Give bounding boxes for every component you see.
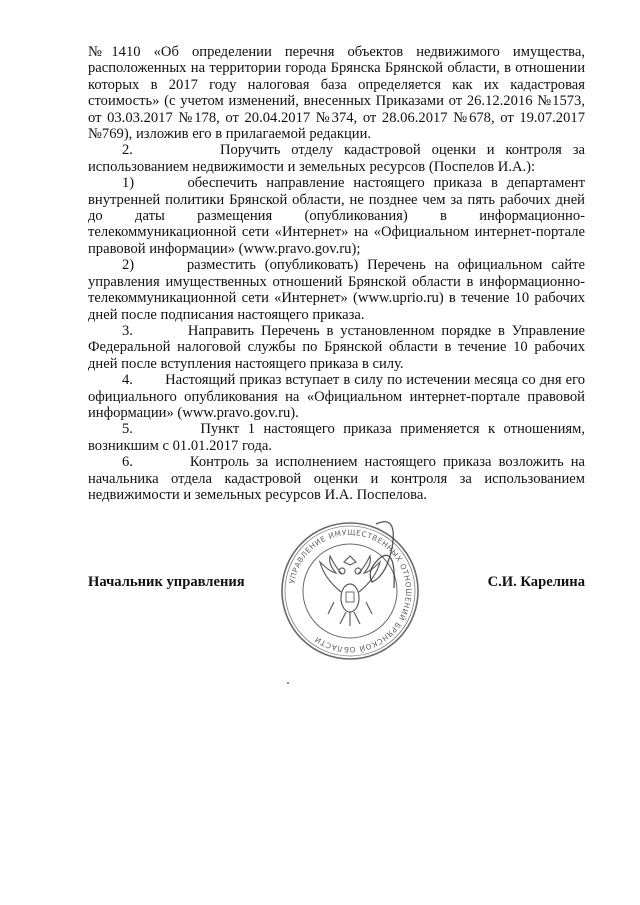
paragraph-item-4: 4. Настоящий приказ вступает в силу по истечении месяца со дня его официального опубликования на «Официальном интернет-портале правовой информации» (www.pravo.gov.ru).: [88, 372, 585, 421]
document-body: [88, 44, 585, 503]
paragraph-item-5: 5. Пункт 1 настоящего приказа применяется к отношениям, возникшим с 01.01.2017 года.: [88, 421, 585, 454]
paragraph-order-continuation: №1410 «Об определении перечня объектов недвижимого имущества, расположенных на территории города Брянска Брянской области, в отношении которых в 2017 году налоговая база определяется как их кадастровая стоимость» (с учетом изменений, внесенных Приказами от 26.12.2016 №1573, от 03.03.2017 №178, от 20.04.2017 №374, от 28.06.2017 №678, от 19.07.2017 №769), изложив его в прилагаемой редакции.: [88, 44, 585, 143]
paragraph-item-6: 6. Контроль за исполнением настоящего приказа возложить на начальника отдела кадастровой оценки и контроля за использованием недвижимости и земельных ресурсов И.А. Поспелова.: [88, 454, 585, 503]
stray-mark: [287, 682, 289, 684]
seal-ring-text: УПРАВЛЕНИЕ ИМУЩЕСТВЕННЫХ ОТНОШЕНИЙ БРЯНСКОЙ ОБЛАСТИ: [287, 527, 414, 655]
signatory-name: С.И. Карелина: [487, 574, 585, 590]
svg-text:УПРАВЛЕНИЕ ИМУЩЕСТВЕННЫХ ОТНОШ: [287, 528, 413, 654]
paragraph-item-2: 2. Поручить отделу кадастровой оценки и контроля за использованием недвижимости и земельных ресурсов (Поспелов И.А.):: [88, 142, 585, 175]
official-seal-stamp: [276, 518, 424, 664]
paragraph-item-3: 3. Направить Перечень в установленном порядке в Управление Федеральной налоговой службы по Брянской области в течение 10 рабочих дней после вступления настоящего приказа в силу.: [88, 322, 585, 372]
paragraph-subitem-1: 1) обеспечить направление настоящего приказа в департамент внутренней политики Брянской области, не позднее чем за пять рабочих дней до даты размещения (опубликования) в информационно-телекоммуникационной сети «Интернет» на «Официальном интернет-портале правовой информации» (www.pravo.gov.ru);: [88, 175, 585, 257]
eagle-emblem-icon: [320, 556, 380, 626]
paragraph-subitem-2: 2) разместить (опубликовать) Перечень на официальном сайте управления имущественных отношений Брянской области в информационно-телекоммуникационной сети «Интернет» (www.uprio.ru) в течение 10 рабочих дней после подписания настоящего приказа.: [88, 257, 585, 323]
signatory-position: Начальник управления: [88, 574, 245, 590]
